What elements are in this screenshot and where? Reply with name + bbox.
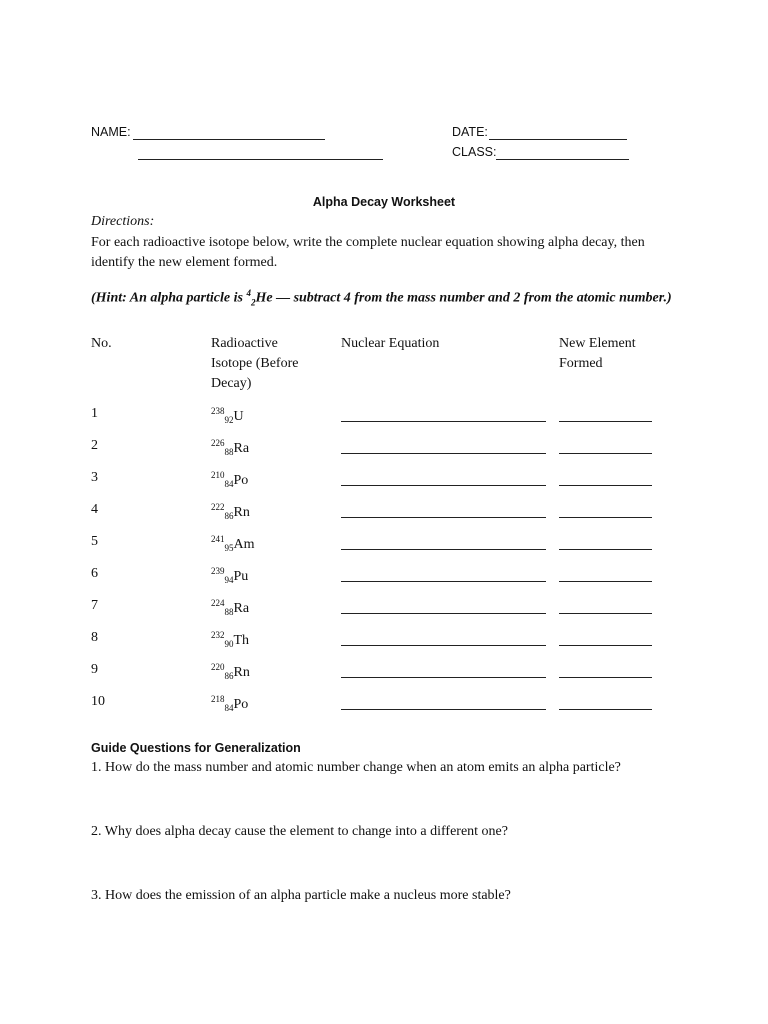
isotope-notation xyxy=(211,566,248,585)
row-number: 6 xyxy=(91,566,98,581)
element-symbol: Rn xyxy=(233,505,250,520)
isotope-notation xyxy=(211,502,250,521)
directions-label: Directions: xyxy=(91,214,155,229)
mass-number: 239 xyxy=(211,566,225,576)
nuclear-equation-blank[interactable] xyxy=(341,409,546,422)
table-row xyxy=(0,662,768,686)
element-symbol: Po xyxy=(233,697,249,712)
mass-number: 232 xyxy=(211,630,225,640)
mass-number: 241 xyxy=(211,534,225,544)
new-element-blank[interactable] xyxy=(559,409,652,422)
page-title: Alpha Decay Worksheet xyxy=(312,195,456,209)
atomic-number: 92 xyxy=(224,415,234,425)
atomic-number: 84 xyxy=(224,703,234,713)
element-symbol: Th xyxy=(233,633,250,648)
hint-atomic: 2 xyxy=(250,297,256,308)
name-field-line-2[interactable] xyxy=(138,147,383,160)
hint-prefix: (Hint: An alpha particle is xyxy=(91,290,247,306)
column-header-new-element: New Element Formed xyxy=(559,336,636,371)
row-number: 10 xyxy=(91,694,105,709)
element-symbol: Po xyxy=(233,473,249,488)
guide-question-3: 3. How does the emission of an alpha particle make a nucleus more stable? xyxy=(91,888,511,903)
table-row xyxy=(0,534,768,558)
column-header-isotope: Radioactive Isotope (Before Decay) xyxy=(211,336,299,391)
table-row xyxy=(0,694,768,718)
row-number: 4 xyxy=(91,502,98,517)
isotope-notation xyxy=(211,470,248,489)
nuclear-equation-blank[interactable] xyxy=(341,505,546,518)
new-element-blank[interactable] xyxy=(559,569,652,582)
new-element-blank[interactable] xyxy=(559,473,652,486)
nuclear-equation-blank[interactable] xyxy=(341,537,546,550)
atomic-number: 86 xyxy=(224,671,234,681)
row-number: 9 xyxy=(91,662,98,677)
mass-number: 218 xyxy=(211,694,225,704)
directions-text: For each radioactive isotope below, write the complete nuclear equation showing alpha decay, then identify the new element formed. xyxy=(91,235,645,270)
column-header-no: No. xyxy=(91,336,112,351)
name-label: NAME: xyxy=(91,125,131,139)
guide-question-2: 2. Why does alpha decay cause the element to change into a different one? xyxy=(91,824,508,839)
new-element-blank[interactable] xyxy=(559,505,652,518)
new-element-blank[interactable] xyxy=(559,441,652,454)
hint-text xyxy=(91,284,681,312)
new-element-blank[interactable] xyxy=(559,601,652,614)
table-row xyxy=(0,598,768,622)
nuclear-equation-blank[interactable] xyxy=(341,569,546,582)
table-row xyxy=(0,406,768,430)
row-number: 7 xyxy=(91,598,98,613)
new-element-blank[interactable] xyxy=(559,665,652,678)
column-header-equation: Nuclear Equation xyxy=(341,336,440,351)
mass-number: 210 xyxy=(211,470,225,480)
isotope-notation xyxy=(211,662,250,681)
isotope-notation xyxy=(211,598,249,617)
nuclear-equation-blank[interactable] xyxy=(341,697,546,710)
element-symbol: Rn xyxy=(233,665,250,680)
element-symbol: Pu xyxy=(233,569,249,584)
mass-number: 238 xyxy=(211,406,225,416)
row-number: 2 xyxy=(91,438,98,453)
table-row xyxy=(0,470,768,494)
atomic-number: 90 xyxy=(224,639,234,649)
name-field[interactable] xyxy=(133,127,325,140)
hint-symbol: He xyxy=(255,290,273,306)
new-element-blank[interactable] xyxy=(559,697,652,710)
class-label: CLASS: xyxy=(452,145,497,159)
table-row xyxy=(0,630,768,654)
atomic-number: 88 xyxy=(224,607,234,617)
nuclear-equation-blank[interactable] xyxy=(341,665,546,678)
element-symbol: Am xyxy=(233,537,255,552)
nuclear-equation-blank[interactable] xyxy=(341,633,546,646)
atomic-number: 94 xyxy=(224,575,234,585)
isotope-notation xyxy=(211,694,248,713)
row-number: 5 xyxy=(91,534,98,549)
atomic-number: 95 xyxy=(224,543,234,553)
nuclear-equation-blank[interactable] xyxy=(341,473,546,486)
isotope-notation xyxy=(211,630,249,649)
new-element-blank[interactable] xyxy=(559,633,652,646)
table-row xyxy=(0,566,768,590)
mass-number: 224 xyxy=(211,598,225,608)
date-label: DATE: xyxy=(452,125,488,139)
hint-suffix: — subtract 4 from the mass number and 2 from the atomic number.) xyxy=(272,290,672,306)
isotope-notation xyxy=(211,438,249,457)
mass-number: 226 xyxy=(211,438,225,448)
element-symbol: U xyxy=(233,409,244,424)
nuclear-equation-blank[interactable] xyxy=(341,601,546,614)
nuclear-equation-blank[interactable] xyxy=(341,441,546,454)
row-number: 8 xyxy=(91,630,98,645)
new-element-blank[interactable] xyxy=(559,537,652,550)
hint-mass: 4 xyxy=(246,288,251,298)
isotope-notation xyxy=(211,534,255,553)
atomic-number: 88 xyxy=(224,447,234,457)
isotope-notation xyxy=(211,406,244,425)
mass-number: 222 xyxy=(211,502,225,512)
row-number: 1 xyxy=(91,406,98,421)
class-field[interactable] xyxy=(496,147,629,160)
guide-title: Guide Questions for Generalization xyxy=(91,741,301,755)
date-field[interactable] xyxy=(489,127,627,140)
element-symbol: Ra xyxy=(233,601,250,616)
atomic-number: 86 xyxy=(224,511,234,521)
table-row xyxy=(0,502,768,526)
table-row xyxy=(0,438,768,462)
atomic-number: 84 xyxy=(224,479,234,489)
element-symbol: Ra xyxy=(233,441,250,456)
row-number: 3 xyxy=(91,470,98,485)
guide-question-1: 1. How do the mass number and atomic number change when an atom emits an alpha particle? xyxy=(91,760,621,775)
mass-number: 220 xyxy=(211,662,225,672)
